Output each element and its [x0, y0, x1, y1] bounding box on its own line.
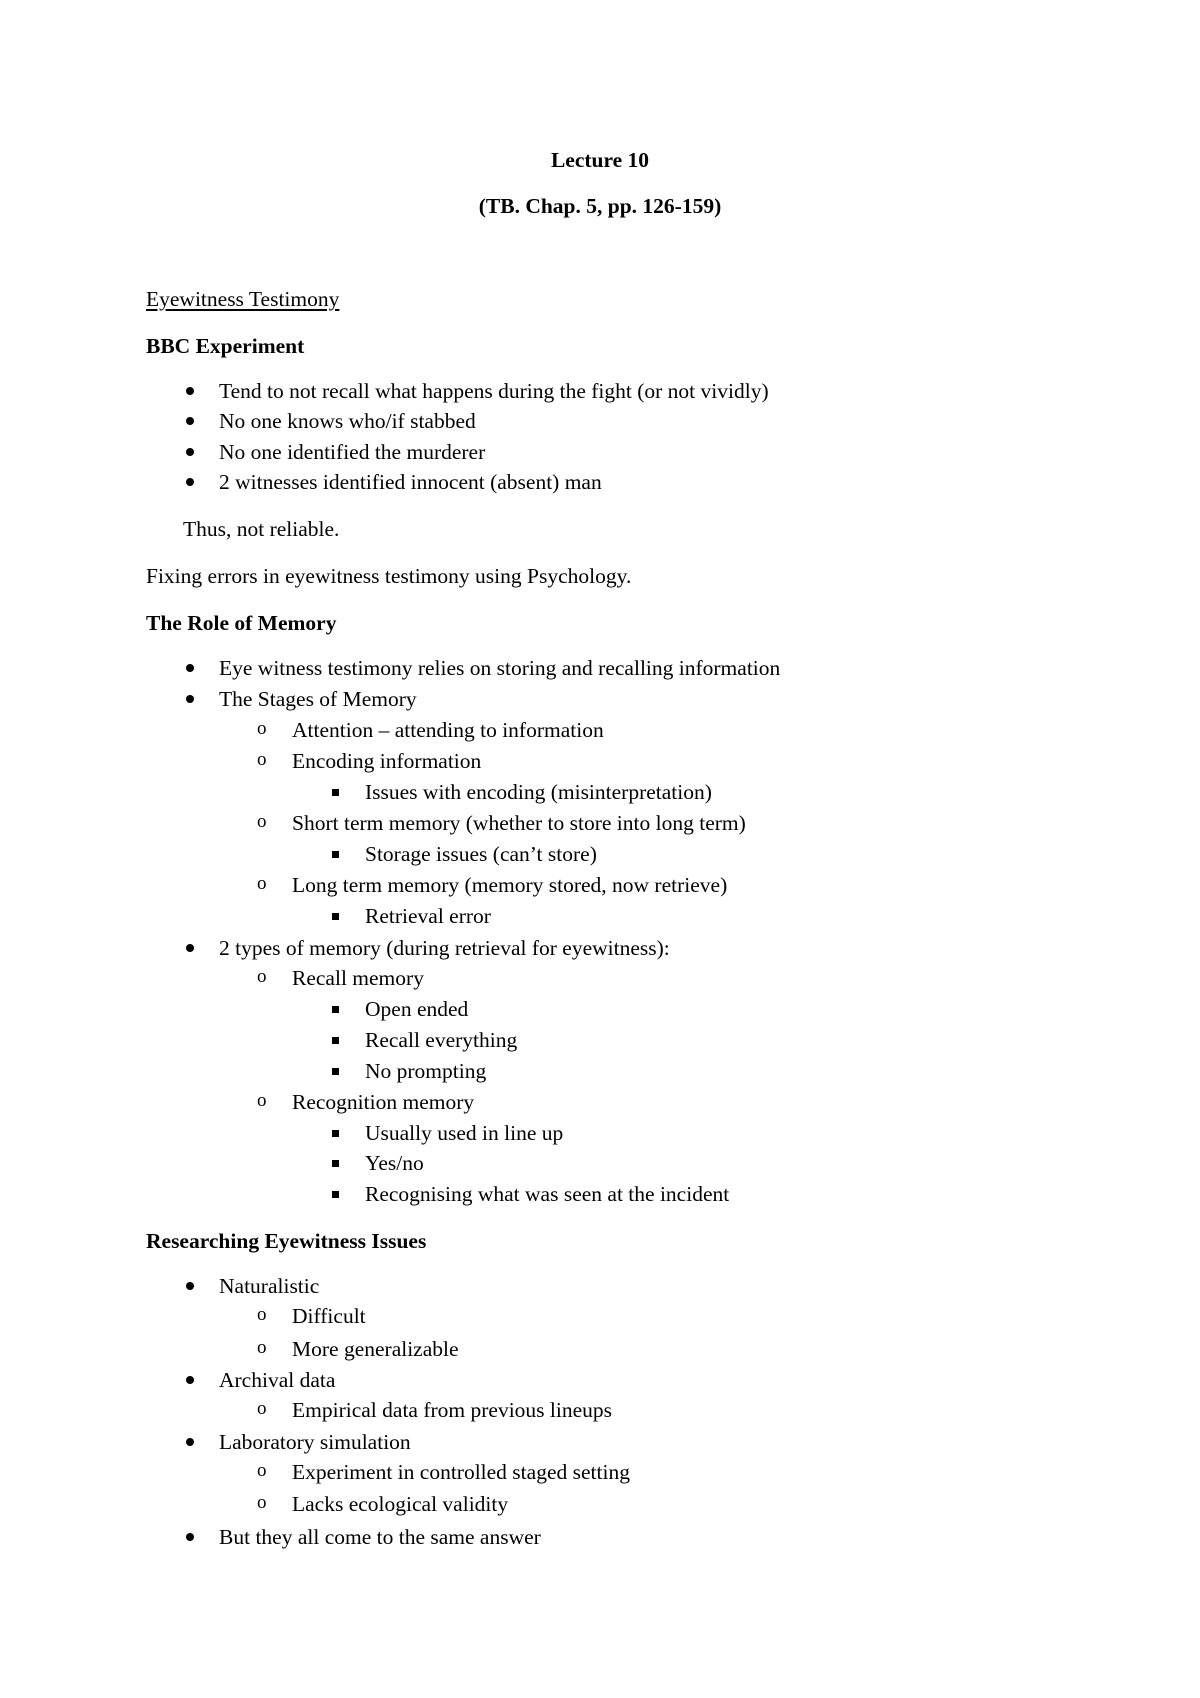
lab-item-2: Lacks ecological validity — [292, 1492, 509, 1516]
research-lab: Laboratory simulation — [219, 1430, 411, 1454]
bullet-circle-icon: o — [257, 1492, 267, 1513]
bullet-circle-icon: o — [257, 1090, 267, 1111]
bullet-circle-icon: o — [257, 718, 267, 739]
recall-item-3: No prompting — [365, 1059, 487, 1083]
bullet-circle-icon: o — [257, 1304, 267, 1325]
research-archival: Archival data — [219, 1368, 336, 1392]
bullet-disc-icon — [186, 448, 194, 456]
recall-item-1: Open ended — [365, 997, 469, 1021]
bbc-experiment-heading: BBC Experiment — [146, 334, 305, 358]
bullet-square-icon — [332, 851, 339, 858]
bbc-bullet-4: 2 witnesses identified innocent (absent) man — [219, 470, 602, 494]
recognition-item-1: Usually used in line up — [365, 1121, 564, 1145]
bullet-disc-icon — [186, 417, 194, 425]
bullet-square-icon — [332, 1130, 339, 1137]
recognition-item-2: Yes/no — [365, 1151, 424, 1175]
recall-item-2: Recall everything — [365, 1028, 518, 1052]
bullet-disc-icon — [186, 1282, 194, 1290]
stage-encoding: Encoding information — [292, 749, 482, 773]
naturalistic-item-1: Difficult — [292, 1304, 366, 1328]
bullet-disc-icon — [186, 1533, 194, 1541]
page-title: Lecture 10 — [550, 148, 650, 172]
encoding-issue: Issues with encoding (misinterpretation) — [365, 780, 712, 804]
bullet-disc-icon — [186, 1376, 194, 1384]
researching-heading: Researching Eyewitness Issues — [146, 1229, 427, 1253]
bullet-disc-icon — [186, 695, 194, 703]
bullet-square-icon — [332, 913, 339, 920]
research-last: But they all come to the same answer — [219, 1525, 541, 1549]
bullet-circle-icon: o — [257, 1337, 267, 1358]
bullet-circle-icon: o — [257, 1460, 267, 1481]
bullet-disc-icon — [186, 478, 194, 486]
recognition-memory: Recognition memory — [292, 1090, 475, 1114]
bullet-square-icon — [332, 789, 339, 796]
bullet-square-icon — [332, 1160, 339, 1167]
role-of-memory-heading: The Role of Memory — [146, 611, 337, 635]
bbc-conclusion: Thus, not reliable. — [183, 517, 340, 541]
chapter-reference: (TB. Chap. 5, pp. 126-159) — [478, 194, 722, 218]
memory-bullet-1: Eye witness testimony relies on storing and recalling information — [219, 656, 781, 680]
archival-item-1: Empirical data from previous lineups — [292, 1398, 613, 1422]
bbc-bullet-1: Tend to not recall what happens during the fight (or not vividly) — [219, 379, 769, 403]
fixing-errors-text: Fixing errors in eyewitness testimony using Psychology. — [146, 564, 632, 588]
bullet-disc-icon — [186, 1438, 194, 1446]
bullet-circle-icon: o — [257, 873, 267, 894]
bullet-circle-icon: o — [257, 966, 267, 987]
memory-bullet-2: The Stages of Memory — [219, 687, 417, 711]
lab-item-1: Experiment in controlled staged setting — [292, 1460, 630, 1484]
bbc-bullet-3: No one identified the murderer — [219, 440, 486, 464]
stage-long-term: Long term memory (memory stored, now retrieve) — [292, 873, 728, 897]
bullet-square-icon — [332, 1037, 339, 1044]
bullet-square-icon — [332, 1068, 339, 1075]
recognition-item-3: Recognising what was seen at the incident — [365, 1182, 730, 1206]
bbc-bullet-2: No one knows who/if stabbed — [219, 409, 476, 433]
bullet-square-icon — [332, 1006, 339, 1013]
bullet-square-icon — [332, 1191, 339, 1198]
naturalistic-item-2: More generalizable — [292, 1337, 459, 1361]
bullet-disc-icon — [186, 387, 194, 395]
research-naturalistic: Naturalistic — [219, 1274, 320, 1298]
topic-heading: Eyewitness Testimony — [146, 287, 340, 311]
bullet-disc-icon — [186, 944, 194, 952]
bullet-circle-icon: o — [257, 1398, 267, 1419]
bullet-circle-icon: o — [257, 749, 267, 770]
retrieval-error: Retrieval error — [365, 904, 491, 928]
memory-bullet-3: 2 types of memory (during retrieval for eyewitness): — [219, 936, 670, 960]
stage-attention: Attention – attending to information — [292, 718, 604, 742]
bullet-circle-icon: o — [257, 811, 267, 832]
storage-issue: Storage issues (can’t store) — [365, 842, 597, 866]
recall-memory: Recall memory — [292, 966, 424, 990]
bullet-disc-icon — [186, 664, 194, 672]
stage-short-term: Short term memory (whether to store into long term) — [292, 811, 746, 835]
